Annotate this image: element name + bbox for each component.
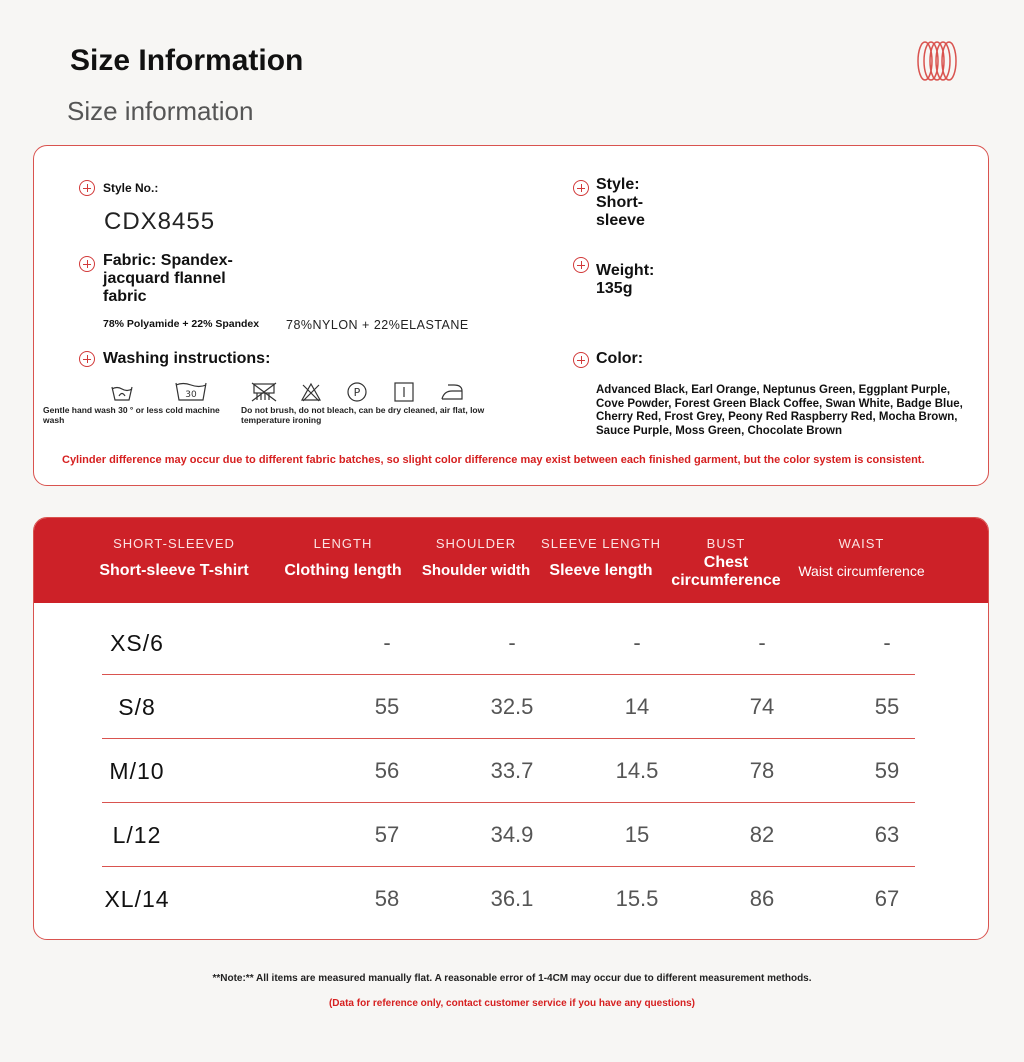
size-label: M/10 xyxy=(109,758,165,784)
style-no-value: CDX8455 xyxy=(104,208,216,235)
disclaimer-note: (Data for reference only, contact customer service if you have any questions) xyxy=(328,998,696,1009)
weight-label: Weight: xyxy=(596,262,655,279)
size-value-cell: 63 xyxy=(874,822,900,847)
plus-circle-icon xyxy=(79,180,95,196)
color-label: Color: xyxy=(596,350,644,367)
do-not-brush-icon xyxy=(249,382,279,402)
style-label-line1: Style: xyxy=(596,176,640,193)
size-value-cell: 59 xyxy=(874,758,900,783)
size-value-cell: 34.9 xyxy=(490,822,534,847)
style-label-line2: Short- xyxy=(596,194,644,211)
size-label: XL/14 xyxy=(104,886,170,912)
size-label: S/8 xyxy=(118,694,156,720)
fabric-composition: 78% Polyamide + 22% Spandex xyxy=(103,318,260,330)
page-subtitle: Size information xyxy=(67,96,254,126)
plus-circle-icon xyxy=(573,352,589,368)
table-row xyxy=(102,611,915,675)
do-not-bleach-icon xyxy=(300,382,322,402)
dry-clean-icon xyxy=(346,381,368,403)
plus-circle-icon xyxy=(79,256,95,272)
fabric-label-line2: jacquard flannel xyxy=(103,270,226,287)
size-table-header xyxy=(34,518,988,603)
header-shoulder: SHOULDER Shoulder width xyxy=(421,536,531,579)
style-label-line3: sleeve xyxy=(596,212,645,229)
page-title: Size Information xyxy=(70,44,304,77)
size-table-card xyxy=(33,517,989,940)
low-iron-icon xyxy=(438,381,466,403)
table-row xyxy=(102,867,915,931)
brand-rings-icon xyxy=(914,40,960,82)
header-size: SHORT-SLEEVED Short-sleeve T-shirt xyxy=(99,536,249,579)
hand-wash-icon xyxy=(110,382,134,402)
header-length: LENGTH Clothing length xyxy=(284,536,402,579)
machine-wash-30-icon xyxy=(174,380,208,402)
size-value-cell: - xyxy=(758,630,766,655)
size-value-cell: 15.5 xyxy=(615,886,659,911)
plus-circle-icon xyxy=(573,180,589,196)
size-value-cell: 15 xyxy=(624,822,650,847)
svg-text:30: 30 xyxy=(185,390,197,400)
header-waist: WAIST Waist circumference xyxy=(798,536,925,579)
washing-label: Washing instructions: xyxy=(103,350,271,367)
plus-circle-icon xyxy=(573,257,589,273)
style-no-label: Style No.: xyxy=(103,181,159,195)
size-label: L/12 xyxy=(112,822,162,848)
size-value-cell: 58 xyxy=(374,886,400,911)
size-value-cell: 74 xyxy=(749,694,775,719)
color-list: Advanced Black, Earl Orange, Neptunus Green, Eggplant Purple, Cove Powder, Forest Green Black Coffee, Swan White, Badge Blue, Cherry Red, Frost Grey, Peony Red Raspberry Red, Mocha Brown, Sauce Purple, Moss Green, Chocolate Brown xyxy=(596,384,963,437)
header-bust: BUST Chest circumference xyxy=(671,536,781,589)
size-value-cell: 82 xyxy=(749,822,775,847)
product-info-card xyxy=(33,145,989,486)
header-sleeve-length: SLEEVE LENGTH Sleeve length xyxy=(541,536,661,579)
table-row xyxy=(102,675,915,739)
plus-circle-icon xyxy=(79,351,95,367)
size-value-cell: - xyxy=(383,630,391,655)
table-row xyxy=(102,739,915,803)
fabric-label-line3: fabric xyxy=(103,288,147,305)
size-value-cell: - xyxy=(883,630,891,655)
size-value-cell: 33.7 xyxy=(490,758,534,783)
svg-text:P: P xyxy=(353,386,361,399)
measurement-note: **Note:** All items are measured manually flat. A reasonable error of 1-4CM may occur due to different measurement methods. xyxy=(212,973,812,984)
table-row xyxy=(102,803,915,867)
fabric-composition-en: 78%NYLON + 22%ELASTANE xyxy=(286,318,469,332)
size-value-cell: 67 xyxy=(874,886,900,911)
weight-value: 135g xyxy=(596,280,633,297)
color-warning: Cylinder difference may occur due to different fabric batches, so slight color difference may exist between each finished garment, but the color system is consistent. xyxy=(62,454,925,466)
size-value-cell: 36.1 xyxy=(490,886,534,911)
fabric-label-line1: Fabric: Spandex- xyxy=(103,252,233,269)
size-value-cell: 32.5 xyxy=(490,694,534,719)
dry-flat-icon xyxy=(393,381,415,403)
wash-note-1: Gentle hand wash 30 ° or less cold machine wash xyxy=(43,405,220,425)
size-label: XS/6 xyxy=(110,630,164,656)
size-value-cell: 55 xyxy=(374,694,400,719)
size-value-cell: 14 xyxy=(624,694,650,719)
size-value-cell: - xyxy=(633,630,641,655)
size-value-cell: 55 xyxy=(874,694,900,719)
size-value-cell: 86 xyxy=(749,886,775,911)
wash-note-2: Do not brush, do not bleach, can be dry cleaned, air flat, low temperature ironing xyxy=(241,405,485,425)
size-value-cell: - xyxy=(508,630,516,655)
size-value-cell: 57 xyxy=(374,822,400,847)
size-value-cell: 78 xyxy=(749,758,775,783)
size-value-cell: 14.5 xyxy=(615,758,659,783)
size-value-cell: 56 xyxy=(374,758,400,783)
